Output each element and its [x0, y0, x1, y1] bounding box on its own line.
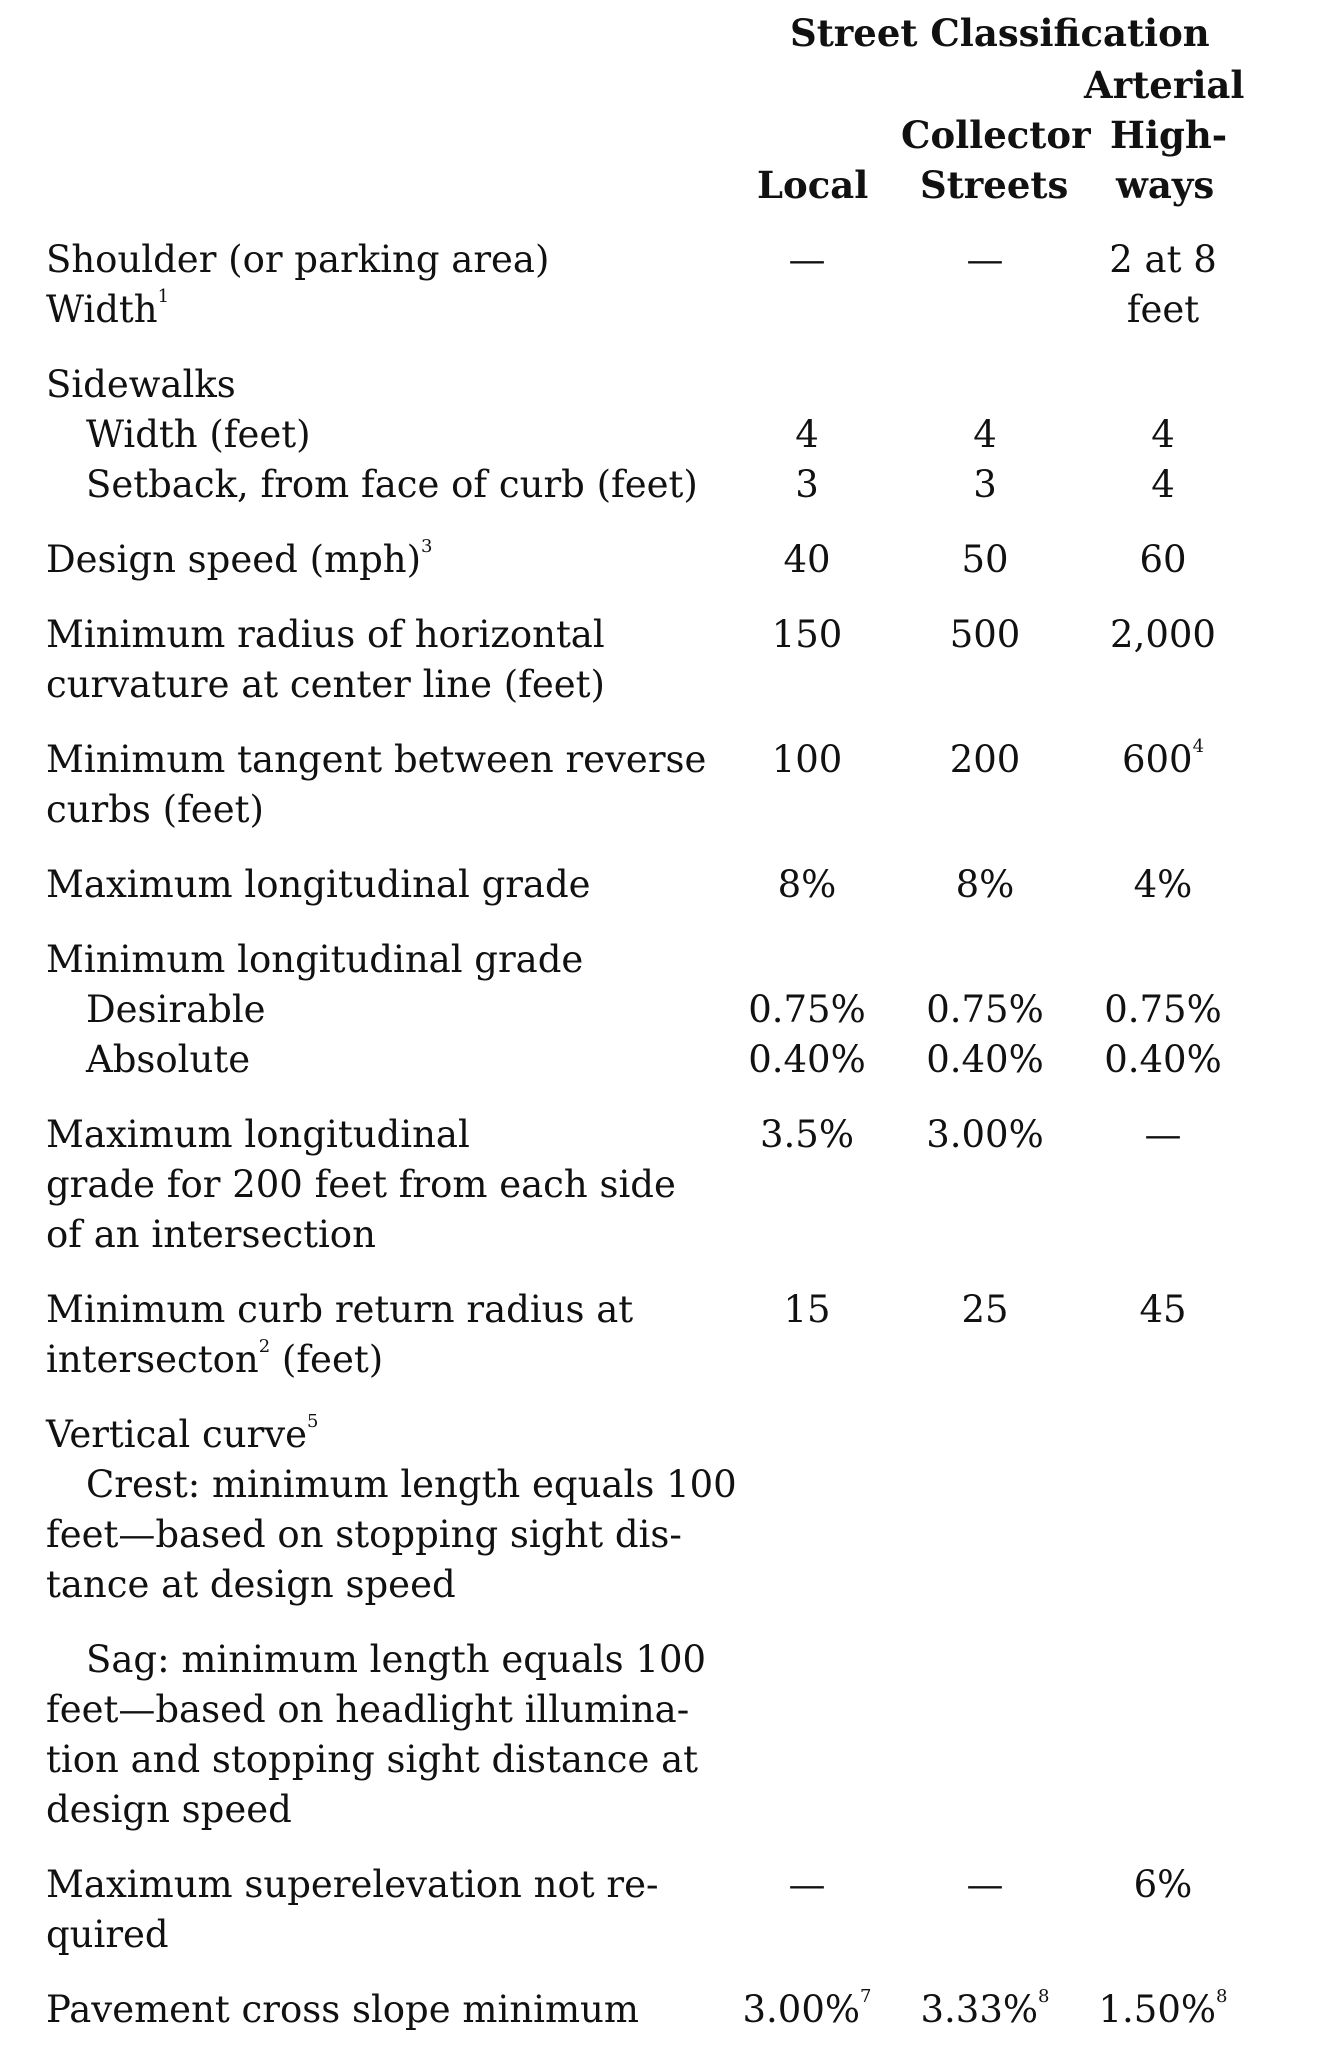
col-collector-line2: Streets: [920, 163, 1069, 207]
vertical-curve-label: [46, 1410, 318, 1460]
design-speed-collector: 50: [961, 538, 1009, 581]
sidewalks-setback-local: 3: [795, 463, 819, 506]
min-curb-return-arterial: 45: [1139, 1288, 1187, 1331]
min-tangent-arterial-value: 600: [1121, 738, 1193, 781]
shoulder-arterial-line2: feet: [1126, 288, 1200, 331]
max-grade-intersection-line3: of an intersection: [46, 1213, 376, 1256]
desirable-local: 0.75%: [748, 988, 866, 1031]
pavement-cross-slope-arterial: [1078, 1985, 1248, 2035]
desirable-collector: 0.75%: [926, 988, 1044, 1031]
sidewalks-width-local: 4: [795, 413, 819, 456]
max-superelevation-line2: quired: [46, 1913, 169, 1956]
max-superelevation-arterial: 6%: [1133, 1863, 1193, 1906]
desirable-label: Desirable: [86, 988, 266, 1031]
footnote-marker: 7: [860, 1986, 872, 2007]
footnote-marker: 5: [307, 1411, 319, 1432]
min-radius-label-line2: curvature at center line (feet): [46, 663, 605, 706]
sag-line3: tion and stopping sight distance at: [46, 1738, 699, 1781]
pavement-arterial-value: 1.50%: [1098, 1988, 1217, 2031]
min-radius-local: 150: [771, 613, 843, 656]
desirable-arterial: 0.75%: [1104, 988, 1222, 1031]
min-tangent-local: 100: [771, 738, 843, 781]
min-tangent-collector: 200: [949, 738, 1021, 781]
absolute-arterial: 0.40%: [1104, 1038, 1222, 1081]
sidewalks-width-arterial: 4: [1151, 413, 1175, 456]
min-curb-return-line2: [46, 1335, 383, 1385]
footnote-marker: 3: [421, 536, 433, 557]
min-tangent-label-line1: Minimum tangent between reverse: [46, 738, 707, 781]
sag-line1: Sag: minimum length equals 100: [86, 1638, 707, 1681]
street-classification-heading: Street Classification: [790, 11, 1210, 55]
design-speed-text: Design speed (mph): [46, 538, 422, 581]
absolute-collector: 0.40%: [926, 1038, 1044, 1081]
col-local-header: Local: [757, 163, 869, 207]
min-tangent-label-line2: curbs (feet): [46, 788, 264, 831]
shoulder-label-text: Width: [46, 288, 158, 331]
pavement-cross-slope-local: [722, 1985, 892, 2035]
shoulder-arterial-line1: 2 at 8: [1109, 238, 1217, 281]
max-grade-intersection-collector: 3.00%: [926, 1113, 1044, 1156]
footnote-marker: 1: [157, 286, 170, 307]
sidewalks-setback-collector: 3: [973, 463, 997, 506]
dash-glyph: —: [966, 238, 1004, 281]
min-radius-collector: 500: [949, 613, 1021, 656]
sidewalks-width-collector: 4: [973, 413, 997, 456]
pavement-cross-slope-label: Pavement cross slope minimum: [46, 1988, 639, 2031]
max-long-grade-label: Maximum longitudinal grade: [46, 863, 591, 906]
design-speed-local: 40: [783, 538, 831, 581]
shoulder-collector: [900, 235, 1070, 285]
min-tangent-arterial: [1078, 735, 1248, 785]
sidewalks-label: Sidewalks: [46, 363, 236, 406]
crest-line2: feet—based on stopping sight dis-: [46, 1513, 682, 1556]
sidewalks-width-label: Width (feet): [86, 413, 311, 456]
absolute-local: 0.40%: [748, 1038, 866, 1081]
min-curb-return-line1: Minimum curb return radius at: [46, 1288, 634, 1331]
dash-glyph: —: [788, 238, 826, 281]
footnote-marker: 8: [1038, 1986, 1050, 2007]
min-curb-return-text: intersecton: [46, 1338, 259, 1381]
design-speed-label: [46, 535, 433, 585]
max-superelevation-collector: —: [966, 1863, 1004, 1906]
max-grade-intersection-arterial: —: [1144, 1113, 1182, 1156]
max-grade-intersection-local: 3.5%: [760, 1113, 854, 1156]
pavement-cross-slope-collector: [900, 1985, 1070, 2035]
min-radius-label-line1: Minimum radius of horizontal: [46, 613, 605, 656]
pavement-collector-value: 3.33%: [920, 1988, 1039, 2031]
design-speed-arterial: 60: [1139, 538, 1187, 581]
footnote-marker: 4: [1192, 736, 1205, 757]
max-long-grade-collector: 8%: [955, 863, 1015, 906]
max-grade-intersection-line2: grade for 200 feet from each side: [46, 1163, 676, 1206]
sag-line4: design speed: [46, 1788, 292, 1831]
col-collector-line1: Collector: [901, 113, 1091, 157]
shoulder-label-line2: [46, 285, 169, 335]
vertical-curve-text: Vertical curve: [46, 1413, 308, 1456]
absolute-label: Absolute: [86, 1038, 251, 1081]
max-long-grade-local: 8%: [777, 863, 837, 906]
crest-line3: tance at design speed: [46, 1563, 456, 1606]
col-arterial-line2: High-: [1110, 113, 1228, 157]
pavement-local-value: 3.00%: [742, 1988, 861, 2031]
sidewalks-setback-label: Setback, from face of curb (feet): [86, 463, 698, 506]
min-curb-return-collector: 25: [961, 1288, 1009, 1331]
min-curb-return-tail: (feet): [270, 1338, 384, 1381]
footnote-marker: 2: [258, 1336, 271, 1357]
crest-line1: Crest: minimum length equals 100: [86, 1463, 737, 1506]
col-arterial-line1: Arterial: [1084, 63, 1245, 107]
shoulder-label-line1: Shoulder (or parking area): [46, 238, 550, 281]
sag-line2: feet—based on headlight illumina-: [46, 1688, 690, 1731]
sidewalks-setback-arterial: 4: [1151, 463, 1175, 506]
max-superelevation-line1: Maximum superelevation not re-: [46, 1863, 659, 1906]
footnote-marker: 8: [1216, 1986, 1228, 2007]
max-long-grade-arterial: 4%: [1133, 863, 1193, 906]
min-curb-return-local: 15: [783, 1288, 831, 1331]
shoulder-local: [722, 235, 892, 285]
min-radius-arterial: 2,000: [1110, 613, 1216, 656]
min-long-grade-label: Minimum longitudinal grade: [46, 938, 584, 981]
col-arterial-line3: ways: [1116, 163, 1215, 207]
max-grade-intersection-line1: Maximum longitudinal: [46, 1113, 470, 1156]
max-superelevation-local: —: [788, 1863, 826, 1906]
